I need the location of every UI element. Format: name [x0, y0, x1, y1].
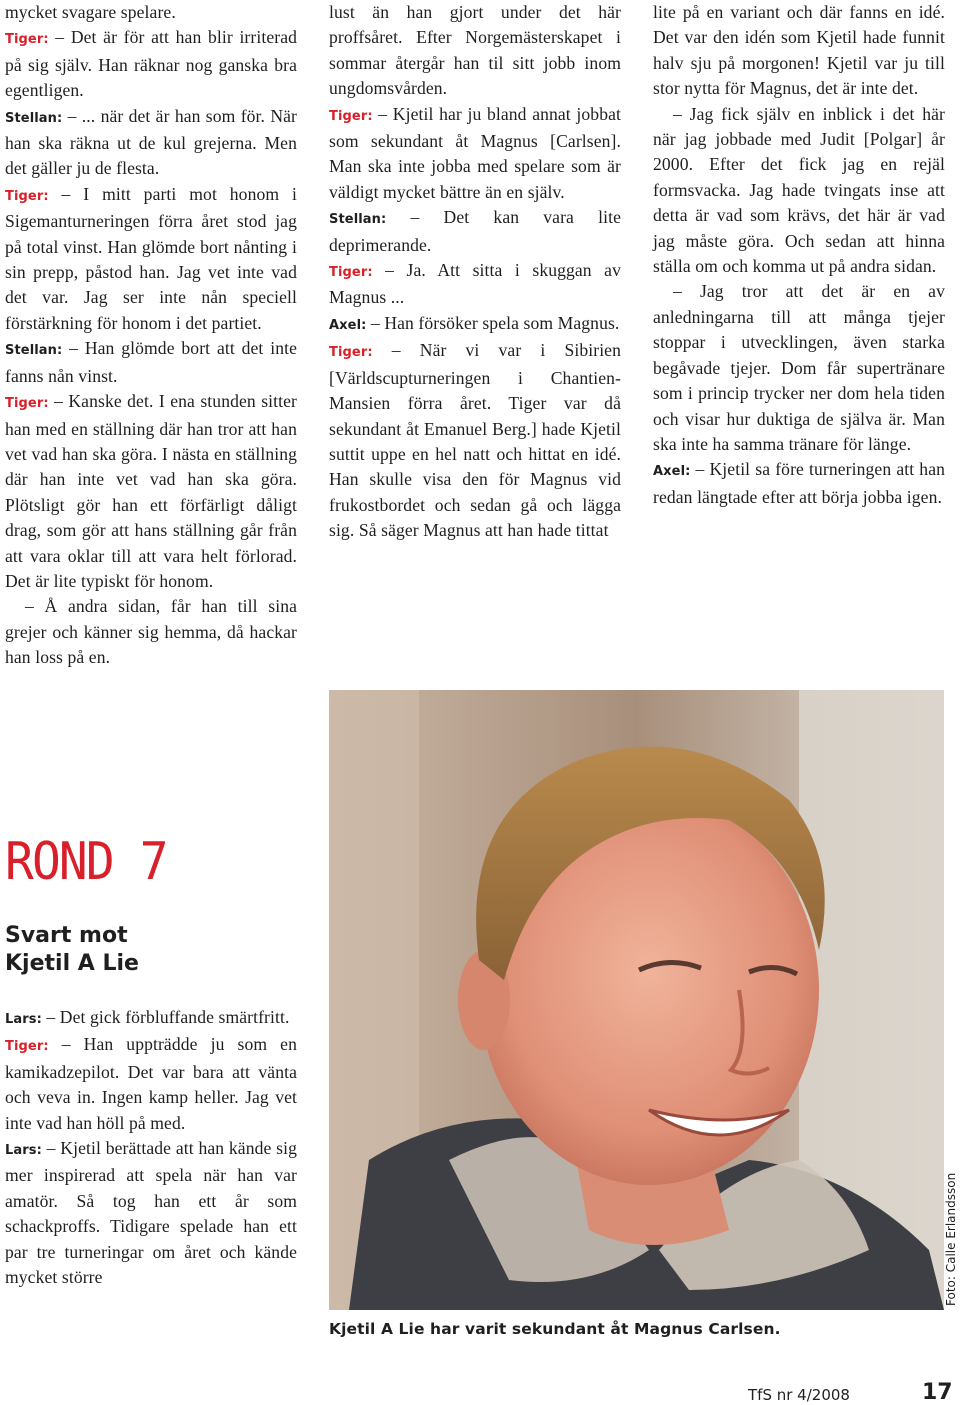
paragraph-text: – Jag fick själv en inblick i det här när jag jobbade med Judit [Polgar] år 2000. Efter det fick jag en rejäl formsvacka. Jag hade tvingats inse att detta är vad som krävs, det här är vad jag måste göra. Och sedan att hinna ställa om och komma ut på andra sidan. [653, 103, 945, 277]
paragraph [653, 279, 945, 457]
paragraph-text: – Det är för att han blir irriterad på sig själv. Han räknar nog ganska bra egentligen. [5, 27, 297, 101]
text-column-2 [329, 0, 621, 544]
issue-label: TfS nr 4/2008 [748, 1386, 850, 1404]
paragraph-text: – Det kan vara lite deprimerande. [329, 207, 621, 255]
paragraph-text: lite på en variant och där fanns en idé. Det var den idén som Kjetil hade funnit halv sju på morgonen! Kjetil var ju till stor nytta för Magnus, det är inte det. [653, 2, 945, 99]
paragraph [329, 311, 621, 338]
speaker-label: Tiger: [5, 1039, 49, 1055]
paragraph-text: – Kjetil sa före turneringen att han redan längtade efter att börja jobba igen. [653, 459, 945, 507]
paragraph [5, 389, 297, 594]
paragraph-text: – Ja. Att sitta i skuggan av Magnus ... [329, 260, 621, 308]
round-heading: ROND 7 [5, 832, 167, 892]
paragraph [329, 338, 621, 543]
paragraph-text: – I mitt parti mot honom i Sigemanturneringen förra året stod jag på total vinst. Han glömde bort nånting i sin prepp, påstod han. Jag vet inte vad det var. Jag ser inte nån speciell förstärkning för honom i det partiet. [5, 183, 297, 333]
paragraph-text: – Kjetil har ju bland annat jobbat som sekundant åt Magnus [Carlsen]. Man ska inte jobba med spelare som är väldigt mycket bättre än en själv. [329, 103, 621, 202]
speaker-label: Axel: [329, 317, 367, 333]
page-number: 17 [922, 1380, 953, 1405]
paragraph-text: – Han uppträdde ju som en kamikadzepilot. Det var bara att vänta och veva in. Ingen kamp heller. Jag vet inte vad han höll på med. [5, 1034, 297, 1133]
speaker-label: Tiger: [329, 108, 373, 124]
paragraph [5, 25, 297, 103]
paragraph-text: – Kjetil berättade att han kände sig mer inspirerad att spela när han var amatör. Så tog han ett år som schackproffs. Tidigare spelade han ett par tre turneringar om året och kände mycket större [5, 1138, 297, 1288]
paragraph-text: – Han glömde bort att det inte fanns nån vinst. [5, 338, 297, 386]
speaker-label: Tiger: [5, 32, 49, 48]
speaker-label: Axel: [653, 464, 691, 480]
speaker-label: Tiger: [329, 345, 373, 361]
speaker-label: Tiger: [329, 265, 373, 281]
paragraph-text: mycket svagare spelare. [5, 2, 176, 22]
paragraph [329, 205, 621, 258]
round-subheading [5, 922, 139, 978]
paragraph-text: – Å andra sidan, får han till sina grejer och känner sig hemma, då hackar han loss på en. [5, 596, 297, 668]
photo-caption: Kjetil A Lie har varit sekundant åt Magnus Carlsen. [329, 1320, 781, 1338]
speaker-label: Lars: [5, 1012, 42, 1027]
paragraph [5, 104, 297, 182]
paragraph-text: – ... när det är han som för. När han ska räkna ut de kul grejerna. Men det gäller ju de flesta. [5, 105, 297, 179]
paragraph-text: – Jag tror att det är en av anledningarna till att många tjejer stoppar i utvecklingen, även starka begåvade tjejer. Dom får supertränare som i princip trycker ner dom hela tiden och visar hur duktiga de själva är. Man ska inte ha samma tränare för länge. [653, 281, 945, 454]
paragraph [329, 0, 621, 102]
subhead-line-2: Kjetil A Lie [5, 951, 139, 976]
paragraph [653, 102, 945, 280]
portrait-photo [329, 690, 944, 1310]
paragraph [5, 1005, 297, 1032]
paragraph [653, 457, 945, 510]
paragraph [329, 258, 621, 311]
paragraph-text: – Det gick förbluffande smärtfritt. [41, 1007, 290, 1027]
speaker-label: Tiger: [5, 188, 49, 204]
speaker-label: Stellan: [329, 212, 387, 228]
paragraph [5, 336, 297, 389]
text-column-1 [5, 0, 297, 671]
speaker-label: Stellan: [5, 110, 63, 126]
speaker-label: Stellan: [5, 343, 63, 359]
speaker-label: Tiger: [5, 396, 49, 412]
paragraph [5, 1136, 297, 1290]
subhead-line-1: Svart mot [5, 923, 128, 948]
paragraph [5, 0, 297, 25]
speaker-label: Lars: [5, 1143, 42, 1159]
text-column-3 [653, 0, 945, 510]
paragraph [5, 594, 297, 670]
paragraph [5, 182, 297, 336]
photo-credit: Foto: Calle Erlandsson [944, 1172, 958, 1306]
portrait-illustration [329, 690, 944, 1310]
paragraph-text: lust än han gjort under det här proffsåret. Efter Norgemästerskapet i sommar återgår han til sitt jobb inom ungdomsvården. [329, 2, 621, 99]
paragraph-text: – Kanske det. I ena stunden sitter han med en ställning där han tror att han vet vad han ska göra. I nästa en ställning där han inte vet vad han ska göra. Plötsligt gör han ett förfärligt dåligt drag, som gör att hans ställning går från att vara oklar till att vara helt förlorad. Det är lite typiskt för honom. [5, 391, 297, 591]
paragraph-text: – När vi var i Sibirien [Världscupturneringen i Chantien-Mansien förra året. Tiger var då sekundant åt Emanuel Berg.] hade Kjetil suttit uppe en hel natt och hittat en idé. Han skulle visa den för Magnus vid frukostbordet och sedan gå och lägga sig. Så säger Magnus att han hade tittat [329, 340, 621, 541]
paragraph [329, 102, 621, 206]
paragraph [5, 1032, 297, 1136]
paragraph-text: – Han försöker spela som Magnus. [366, 312, 620, 333]
text-column-1-lower [5, 1005, 297, 1290]
paragraph [653, 0, 945, 102]
